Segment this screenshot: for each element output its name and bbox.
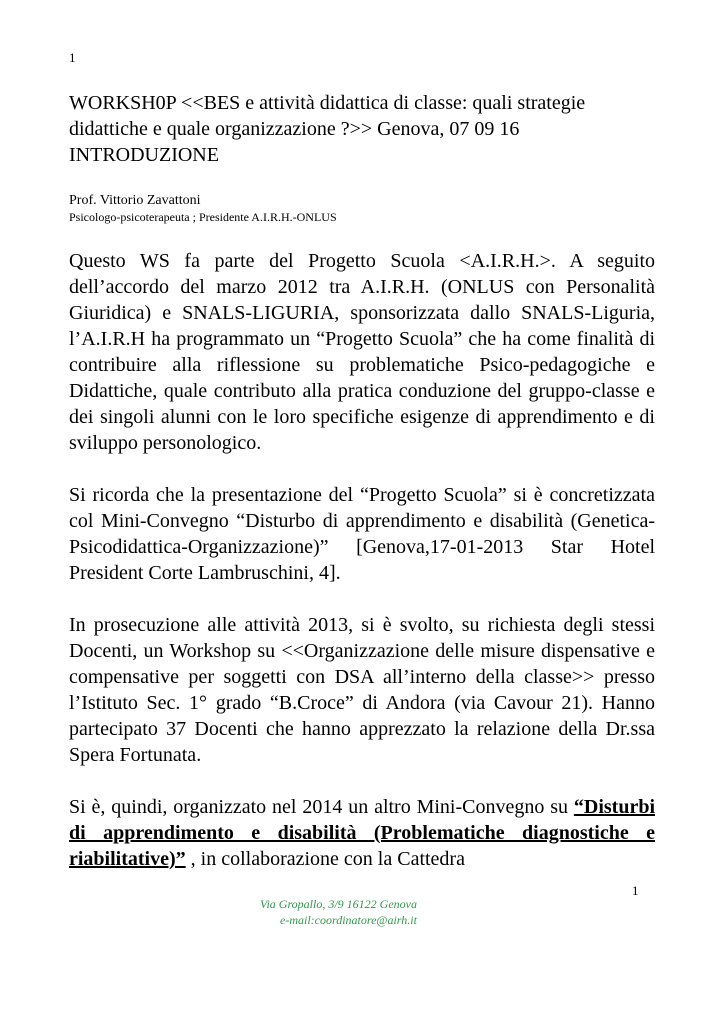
- page-number-top: 1: [69, 50, 76, 65]
- paragraph-3: In prosecuzione alle attività 2013, si è svolto, su richiesta degli stessi Docenti, un Workshop su <<Organizzazione delle misure dispensative e compensative per soggetti con DSA all’interno della classe>> presso l’Istituto Sec. 1° grado “B.Croce” di Andora (via Cavour 21). Hanno partecipato 37 Docenti che hanno apprezzato la relazione della Dr.ssa Spera Fortunata.: [69, 614, 655, 766]
- footer: [260, 896, 417, 928]
- paragraph-1: Questo WS fa parte del Progetto Scuola <A.I.R.H.>. A seguito dell’accordo del marzo 2012 tra A.I.R.H. (ONLUS con Personalità Giuridica) e SNALS-LIGURIA, sponsorizzata dallo SNALS-Liguria, l’A.I.R.H ha programmato un “Progetto Scuola” che ha come finalità di contribuire alla riflessione su problematiche Psico-pedagogiche e Didattiche, quale contributo alla pratica conduzione del gruppo-classe e dei singoli alunni con le loro specifiche esigenze di apprendimento e di sviluppo personologico.: [69, 250, 655, 454]
- paragraph-4-end: , in collaborazione con la Cattedra: [185, 848, 465, 870]
- paragraph-4-start: Si è, quindi, organizzato nel 2014 un altro Mini-Convegno su: [69, 796, 574, 818]
- footer-email: e-mail:coordinatore@airh.it: [280, 913, 417, 927]
- body-text: [69, 248, 655, 872]
- author-name: Prof. Vittorio Zavattoni: [69, 193, 201, 208]
- paragraph-4: [69, 794, 655, 872]
- author-role: Psicologo-psicoterapeuta ; Presidente A.I.R.H.-ONLUS: [69, 210, 337, 224]
- paragraph-2: Si ricorda che la presentazione del “Progetto Scuola” si è concretizzata col Mini-Convegno “Disturbo di apprendimento e disabilità (Genetica-Psicodidattica-Organizzazione)” [Genova,17-01-2013 Star Hotel President Corte Lambruschini, 4].: [69, 484, 655, 584]
- footer-address: Via Gropallo, 3/9 16122 Genova: [260, 897, 417, 911]
- title-line-2: didattiche e quale organizzazione ?>> Genova, 07 09 16: [69, 118, 520, 140]
- author-block: [69, 192, 337, 226]
- paragraph-4-bold-title: “Disturbi di apprendimento e disabilità (Problematiche diagnostiche e riabilitative)”: [69, 796, 655, 870]
- title-line-1: WORKSH0P <<BES e attività didattica di classe: quali strategie: [69, 92, 586, 114]
- title-line-3: INTRODUZIONE: [69, 144, 219, 166]
- document-title: [69, 90, 659, 168]
- page-number-bottom: 1: [632, 883, 639, 898]
